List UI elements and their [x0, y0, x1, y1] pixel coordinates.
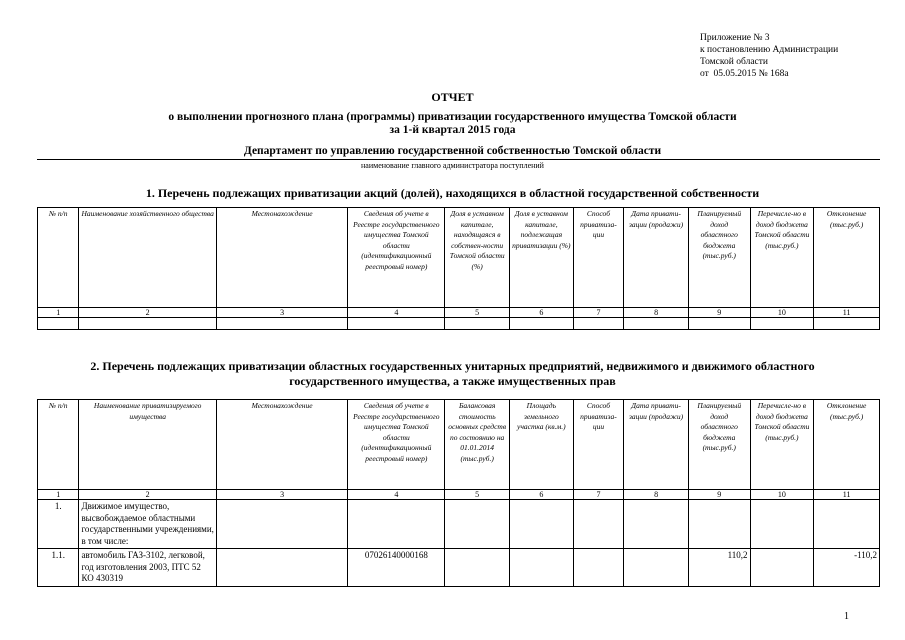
- area-cell: [510, 500, 574, 549]
- header-cell: Дата привати-зации (продажи): [624, 400, 689, 490]
- section-2-title: [0, 359, 905, 389]
- registry-cell: [348, 500, 445, 549]
- row-number: 1.1.: [38, 549, 79, 587]
- section-2-title-line-1: 2. Перечень подлежащих приватизации областных государственных унитарных предприятий, недвижимого и движимого областного: [90, 359, 815, 373]
- column-number: 4: [348, 308, 445, 318]
- section-1-table: [37, 207, 880, 330]
- header-cell: № п/п: [38, 400, 79, 490]
- table-cell: [814, 318, 880, 330]
- header-cell: Наименование хозяйственного общества: [79, 208, 216, 308]
- column-number: 10: [750, 308, 814, 318]
- header-cell: Сведения об учете в Реестре государственного имущества Томской области (идентификационный реестровый номер): [348, 208, 445, 308]
- page-number: 1: [844, 611, 849, 622]
- table-cell: [79, 318, 216, 330]
- column-number: 8: [624, 490, 689, 500]
- property-name: Движимое имущество, высвобождаемое областными государственными учреждениями, в том числе:: [79, 500, 216, 549]
- header-cell: Дата привати-зации (продажи): [624, 208, 689, 308]
- table-cell: [38, 318, 79, 330]
- column-number: 4: [348, 490, 445, 500]
- department-name: Департамент по управлению государственной собственностью Томской области: [243, 145, 662, 157]
- planned-cell: 110,2: [688, 549, 750, 587]
- header-cell: Доля в уставном капитале, подлежащая приватизации (%): [510, 208, 574, 308]
- table-cell: [445, 318, 510, 330]
- column-number: 6: [510, 308, 574, 318]
- method-cell: [573, 549, 624, 587]
- department-underline: [37, 159, 880, 160]
- header-cell: Перечисле-но в доход бюджета Томской области (тыс.руб.): [750, 400, 814, 490]
- column-number: 5: [445, 490, 510, 500]
- report-subtitle: [0, 111, 905, 137]
- date-cell: [624, 549, 689, 587]
- column-number: 5: [445, 308, 510, 318]
- header-cell: Отклонение (тыс.руб.): [814, 400, 880, 490]
- table-cell: [624, 318, 689, 330]
- header-cell: Перечисле-но в доход бюджета Томской области (тыс.руб.): [750, 208, 814, 308]
- column-number: 7: [573, 308, 624, 318]
- appendix-block: [700, 32, 838, 80]
- appendix-line-2: к постановлению Администрации: [700, 45, 839, 55]
- header-cell: Планируемый доход областного бюджета (тыс.руб.): [688, 400, 750, 490]
- table-row: [38, 500, 880, 549]
- column-number: 6: [510, 490, 574, 500]
- method-cell: [573, 500, 624, 549]
- report-subtitle-line-1: о выполнении прогнозного плана (программы) приватизации государственного имущества Томской области: [168, 111, 737, 123]
- planned-cell: [688, 500, 750, 549]
- table-cell: [688, 318, 750, 330]
- table-row: [38, 549, 880, 587]
- section-2-header-row: [38, 400, 880, 490]
- section-2-number-row: [38, 490, 880, 500]
- deviation-cell: [814, 500, 880, 549]
- department-caption: наименование главного администратора поступлений: [361, 161, 544, 170]
- report-subtitle-line-2: за 1-й квартал 2015 года: [389, 124, 516, 136]
- table-cell: [216, 318, 347, 330]
- area-cell: [510, 549, 574, 587]
- column-number: 3: [216, 490, 347, 500]
- column-number: 2: [79, 308, 216, 318]
- transferred-cell: [750, 549, 814, 587]
- header-cell: Сведения об учете в Реестре государственного имущества Томской области (идентификационный реестровый номер): [348, 400, 445, 490]
- header-cell: Планируемый доход областного бюджета (тыс.руб.): [688, 208, 750, 308]
- column-number: 8: [624, 308, 689, 318]
- column-number: 10: [750, 490, 814, 500]
- balance-cell: [445, 500, 510, 549]
- date-cell: [624, 500, 689, 549]
- section-1-empty-row: [38, 318, 880, 330]
- section-2-title-line-2: государственного имущества, а также имущественных прав: [289, 374, 616, 388]
- table-cell: [573, 318, 624, 330]
- header-cell: Наименование приватизируемого имущества: [79, 400, 216, 490]
- column-number: 9: [688, 308, 750, 318]
- table-cell: [348, 318, 445, 330]
- section-1-title: 1. Перечень подлежащих приватизации акций (долей), находящихся в областной государственной собственности: [145, 186, 760, 200]
- transferred-cell: [750, 500, 814, 549]
- column-number: 3: [216, 308, 347, 318]
- column-number: 1: [38, 308, 79, 318]
- header-cell: Доля в уставном капитале, находящаяся в собствен-ности Томской области (%): [445, 208, 510, 308]
- registry-cell: 07026140000168: [348, 549, 445, 587]
- header-cell: Местонахождение: [216, 400, 347, 490]
- column-number: 11: [814, 308, 880, 318]
- column-number: 7: [573, 490, 624, 500]
- column-number: 11: [814, 490, 880, 500]
- column-number: 2: [79, 490, 216, 500]
- appendix-line-3: Томской области: [700, 57, 768, 67]
- header-cell: Отклонение (тыс.руб.): [814, 208, 880, 308]
- section-2-table: [37, 399, 880, 587]
- column-number: 1: [38, 490, 79, 500]
- deviation-cell: -110,2: [814, 549, 880, 587]
- header-cell: Площадь земельного участка (кв.м.): [510, 400, 574, 490]
- row-number: 1.: [38, 500, 79, 549]
- table-cell: [510, 318, 574, 330]
- section-1-header-row: [38, 208, 880, 308]
- location-cell: [216, 500, 347, 549]
- header-cell: Способ приватиза-ции: [573, 208, 624, 308]
- column-number: 9: [688, 490, 750, 500]
- header-cell: № п/п: [38, 208, 79, 308]
- table-cell: [750, 318, 814, 330]
- header-cell: Способ приватиза-ции: [573, 400, 624, 490]
- property-name: автомобиль ГАЗ-3102, легковой, год изготовления 2003, ПТС 52 КО 430319: [79, 549, 216, 587]
- header-cell: Балансовая стоимость основных средств по состоянию на 01.01.2014 (тыс.руб.): [445, 400, 510, 490]
- appendix-line-1: Приложение № 3: [700, 33, 770, 43]
- header-cell: Местонахождение: [216, 208, 347, 308]
- report-title: ОТЧЕТ: [431, 90, 474, 104]
- location-cell: [216, 549, 347, 587]
- balance-cell: [445, 549, 510, 587]
- appendix-line-4: от 05.05.2015 № 168а: [700, 69, 789, 79]
- section-1-number-row: [38, 308, 880, 318]
